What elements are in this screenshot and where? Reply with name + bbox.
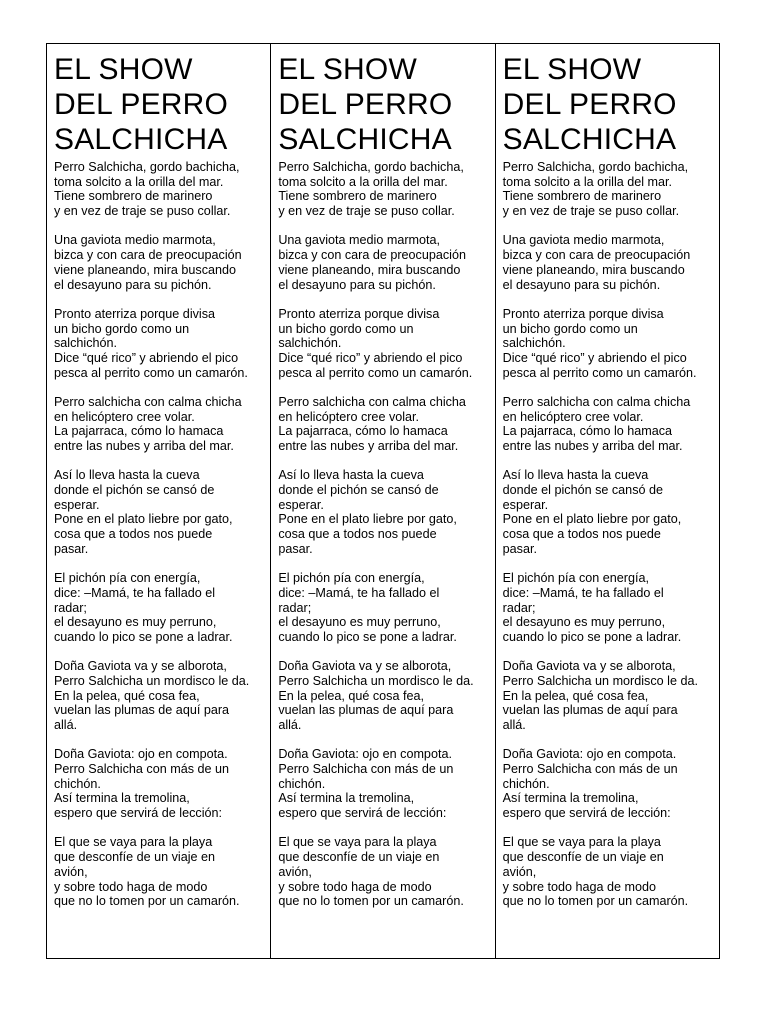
poem-line: Doña Gaviota: ojo en compota.	[54, 747, 228, 762]
poem-line: y sobre todo haga de modo	[502, 879, 656, 894]
poem-line: Tiene sombrero de marinero	[54, 189, 213, 204]
poem-line: Tiene sombrero de marinero	[278, 189, 437, 204]
poem-line: donde el pichón se cansó de	[278, 483, 439, 498]
poem-line: que no lo tomen por un camarón.	[54, 894, 240, 909]
poem-line: Una gaviota medio marmota,	[278, 233, 441, 248]
poem-line: pesca al perrito como un camarón.	[54, 365, 248, 380]
poem-line: chichón.	[502, 776, 550, 791]
poem-line: La pajarraca, cómo lo hamaca	[278, 424, 448, 439]
poem-line: entre las nubes y arriba del mar.	[54, 439, 234, 454]
poem-line: y en vez de traje se puso collar.	[54, 204, 231, 219]
poem-line: que desconfíe de un viaje en	[278, 850, 440, 865]
poem-line: toma solcito a la orilla del mar.	[502, 174, 673, 189]
poem-line: allá.	[278, 718, 302, 733]
poem-line: radar;	[278, 600, 312, 615]
poem-line: toma solcito a la orilla del mar.	[54, 174, 224, 189]
poem-line: chichón.	[54, 776, 101, 791]
poem-line: pesca al perrito como un camarón.	[278, 365, 473, 380]
poem-line: Perro Salchicha un mordisco le da.	[54, 673, 250, 688]
poem-line: Así termina la tremolina,	[54, 791, 190, 806]
poem-line: radar;	[54, 600, 87, 615]
poem-line: un bicho gordo como un	[502, 321, 638, 336]
poem-stanza	[278, 307, 488, 381]
poem-line: Así termina la tremolina,	[502, 791, 639, 806]
poem-line: Perro salchicha con calma chicha	[54, 394, 242, 409]
poem-line: Doña Gaviota va y se alborota,	[502, 659, 676, 674]
poem-line: esperar.	[502, 497, 549, 512]
poem-line: pasar.	[54, 541, 89, 556]
poem-line: cuando lo pico se pone a ladrar.	[278, 629, 457, 644]
poem-line: bizca y con cara de preocupación	[54, 248, 242, 263]
poem-stanza	[278, 659, 488, 733]
poem-line: Tiene sombrero de marinero	[502, 189, 662, 204]
poem-line: cosa que a todos nos puede	[502, 527, 661, 542]
poem-stanza	[503, 395, 713, 454]
poem-line: y sobre todo haga de modo	[278, 879, 432, 894]
poem-line: esperar.	[54, 497, 100, 512]
poem-line: vuelan las plumas de aquí para	[502, 703, 678, 718]
bookmark-column-3	[496, 44, 719, 958]
poem-line: el desayuno para su pichón.	[502, 277, 661, 292]
poem-line: En la pelea, qué cosa fea,	[54, 688, 200, 703]
poem-stanza	[54, 160, 264, 219]
poem-line: y en vez de traje se puso collar.	[502, 204, 680, 219]
poem-line: allá.	[54, 718, 78, 733]
poem-title	[278, 52, 488, 157]
poem-stanza	[278, 571, 488, 645]
poem-line: donde el pichón se cansó de	[54, 483, 215, 498]
poem-line: El pichón pía con energía,	[502, 571, 649, 586]
poem-line: pasar.	[502, 541, 537, 556]
poem-line: pesca al perrito como un camarón.	[502, 365, 697, 380]
poem-line: que desconfíe de un viaje en	[502, 850, 664, 865]
poem-title-line: DEL PERRO	[502, 88, 677, 121]
poem-line: Pronto aterriza porque divisa	[54, 306, 216, 321]
poem-line: vuelan las plumas de aquí para	[278, 703, 454, 718]
poem-line: dice: –Mamá, te ha fallado el	[278, 585, 440, 600]
poem-line: avión,	[502, 864, 537, 879]
poem-line: entre las nubes y arriba del mar.	[502, 439, 683, 454]
poem-stanza	[278, 160, 488, 219]
poem-line: Perro Salchicha con más de un	[54, 762, 230, 777]
poem-line: Doña Gaviota: ojo en compota.	[502, 747, 677, 762]
poem-title-line: EL SHOW	[54, 53, 193, 86]
poem-line: pasar.	[278, 541, 313, 556]
poem-line: bizca y con cara de preocupación	[278, 248, 466, 263]
poem-title-line: EL SHOW	[278, 53, 417, 86]
poem-line: Perro Salchicha, gordo bachicha,	[502, 160, 689, 174]
poem-line: Una gaviota medio marmota,	[502, 233, 665, 248]
poem-line: Perro Salchicha un mordisco le da.	[278, 673, 474, 688]
poem-line: que no lo tomen por un camarón.	[502, 894, 689, 909]
poem-line: el desayuno es muy perruno,	[54, 615, 217, 630]
poem-line: Doña Gaviota va y se alborota,	[278, 659, 452, 674]
poem-stanza	[54, 307, 264, 381]
poem-line: cuando lo pico se pone a ladrar.	[502, 629, 682, 644]
poem-line: Perro salchicha con calma chicha	[502, 394, 691, 409]
poem-line: En la pelea, qué cosa fea,	[278, 688, 424, 703]
poem-line: un bicho gordo como un	[278, 321, 414, 336]
poem-line: Doña Gaviota va y se alborota,	[54, 659, 227, 674]
poem-line: el desayuno para su pichón.	[54, 277, 212, 292]
poem-line: espero que servirá de lección:	[278, 806, 447, 821]
poem-line: dice: –Mamá, te ha fallado el	[502, 585, 664, 600]
poem-line: Pone en el plato liebre por gato,	[54, 512, 233, 527]
poem-line: Dice “qué rico” y abriendo el pico	[502, 350, 687, 365]
poem-stanza	[54, 747, 264, 821]
poem-line: avión,	[278, 864, 312, 879]
poem-stanza	[54, 395, 264, 454]
poem-stanza	[54, 233, 264, 292]
poem-line: en helicóptero cree volar.	[502, 409, 644, 424]
poem-stanza	[54, 468, 264, 556]
poem-line: el desayuno es muy perruno,	[502, 615, 666, 630]
poem-stanza	[503, 571, 713, 645]
poem-line: entre las nubes y arriba del mar.	[278, 439, 459, 454]
poem-line: viene planeando, mira buscando	[54, 262, 237, 277]
poem-stanza	[278, 468, 488, 556]
poem-line: En la pelea, qué cosa fea,	[502, 688, 649, 703]
poem-stanza	[278, 233, 488, 292]
poem-line: allá.	[502, 718, 526, 733]
poem-line: El que se vaya para la playa	[278, 835, 437, 850]
bookmark-column-2	[271, 44, 495, 958]
poem-line: radar;	[502, 600, 536, 615]
poem-line: bizca y con cara de preocupación	[502, 248, 691, 263]
poem-line: cosa que a todos nos puede	[278, 527, 437, 542]
poem-line: Dice “qué rico” y abriendo el pico	[278, 350, 463, 365]
poem-line: y sobre todo haga de modo	[54, 879, 208, 894]
poem-title-line: DEL PERRO	[278, 88, 453, 121]
poem-stanza	[503, 747, 713, 821]
poem-line: en helicóptero cree volar.	[278, 409, 420, 424]
poem-line: Perro Salchicha con más de un	[278, 762, 454, 777]
poem-line: Así lo lleva hasta la cueva	[54, 468, 200, 483]
poem-line: Perro Salchicha, gordo bachicha,	[278, 160, 464, 174]
poem-line: viene planeando, mira buscando	[278, 262, 461, 277]
poem-line: esperar.	[278, 497, 324, 512]
poem-line: chichón.	[278, 776, 326, 791]
poem-line: Pronto aterriza porque divisa	[502, 306, 664, 321]
poem-title	[54, 52, 264, 157]
poem-line: Perro salchicha con calma chicha	[278, 394, 466, 409]
poem-line: Doña Gaviota: ojo en compota.	[278, 747, 452, 762]
poem-line: en helicóptero cree volar.	[54, 409, 195, 424]
poem-line: Una gaviota medio marmota,	[54, 233, 216, 248]
poem-line: El pichón pía con energía,	[278, 571, 425, 586]
poem-line: salchichón.	[54, 336, 118, 351]
poem-line: el desayuno es muy perruno,	[278, 615, 441, 630]
poem-line: Perro Salchicha con más de un	[502, 762, 678, 777]
poem-line: un bicho gordo como un	[54, 321, 190, 336]
poem-line: y en vez de traje se puso collar.	[278, 204, 455, 219]
poem-stanza	[503, 835, 713, 909]
poem-line: espero que servirá de lección:	[54, 806, 223, 821]
poem-line: El que se vaya para la playa	[502, 835, 661, 850]
poem-line: Así lo lleva hasta la cueva	[278, 468, 424, 483]
poem-title-line: DEL PERRO	[54, 88, 229, 121]
poem-title-line: EL SHOW	[502, 53, 642, 86]
bookmark-sheet	[46, 43, 720, 959]
poem-line: que desconfíe de un viaje en	[54, 850, 216, 865]
poem-stanza	[503, 160, 713, 219]
poem-line: cosa que a todos nos puede	[54, 527, 213, 542]
poem-line: dice: –Mamá, te ha fallado el	[54, 585, 216, 600]
poem-line: La pajarraca, cómo lo hamaca	[502, 424, 673, 439]
poem-line: Perro Salchicha un mordisco le da.	[502, 673, 698, 688]
poem-line: que no lo tomen por un camarón.	[278, 894, 464, 909]
bookmark-column-1	[47, 44, 271, 958]
poem-title-line: SALCHICHA	[278, 123, 452, 156]
poem-line: Dice “qué rico” y abriendo el pico	[54, 350, 239, 365]
poem-line: El que se vaya para la playa	[54, 835, 213, 850]
poem-stanza	[503, 307, 713, 381]
poem-title	[503, 52, 713, 157]
poem-stanza	[278, 395, 488, 454]
poem-line: avión,	[54, 864, 88, 879]
poem-line: Pone en el plato liebre por gato,	[502, 512, 682, 527]
poem-line: cuando lo pico se pone a ladrar.	[54, 629, 233, 644]
poem-line: donde el pichón se cansó de	[502, 483, 663, 498]
poem-stanza	[54, 835, 264, 909]
poem-stanza	[278, 747, 488, 821]
poem-line: Pronto aterriza porque divisa	[278, 306, 440, 321]
poem-line: Así lo lleva hasta la cueva	[502, 468, 649, 483]
poem-line: salchichón.	[278, 336, 342, 351]
poem-line: viene planeando, mira buscando	[502, 262, 685, 277]
poem-stanza	[503, 659, 713, 733]
poem-line: El pichón pía con energía,	[54, 571, 201, 586]
poem-line: La pajarraca, cómo lo hamaca	[54, 424, 224, 439]
poem-line: Así termina la tremolina,	[278, 791, 415, 806]
poem-line: toma solcito a la orilla del mar.	[278, 174, 448, 189]
poem-stanza	[503, 233, 713, 292]
poem-title-line: SALCHICHA	[502, 123, 677, 156]
poem-line: el desayuno para su pichón.	[278, 277, 436, 292]
poem-title-line: SALCHICHA	[54, 123, 228, 156]
poem-line: Pone en el plato liebre por gato,	[278, 512, 457, 527]
poem-line: salchichón.	[502, 336, 566, 351]
poem-stanza	[503, 468, 713, 556]
poem-stanza	[54, 659, 264, 733]
poem-line: vuelan las plumas de aquí para	[54, 703, 230, 718]
poem-stanza	[278, 835, 488, 909]
poem-stanza	[54, 571, 264, 645]
poem-line: espero que servirá de lección:	[502, 806, 671, 821]
poem-line: Perro Salchicha, gordo bachicha,	[54, 160, 240, 174]
